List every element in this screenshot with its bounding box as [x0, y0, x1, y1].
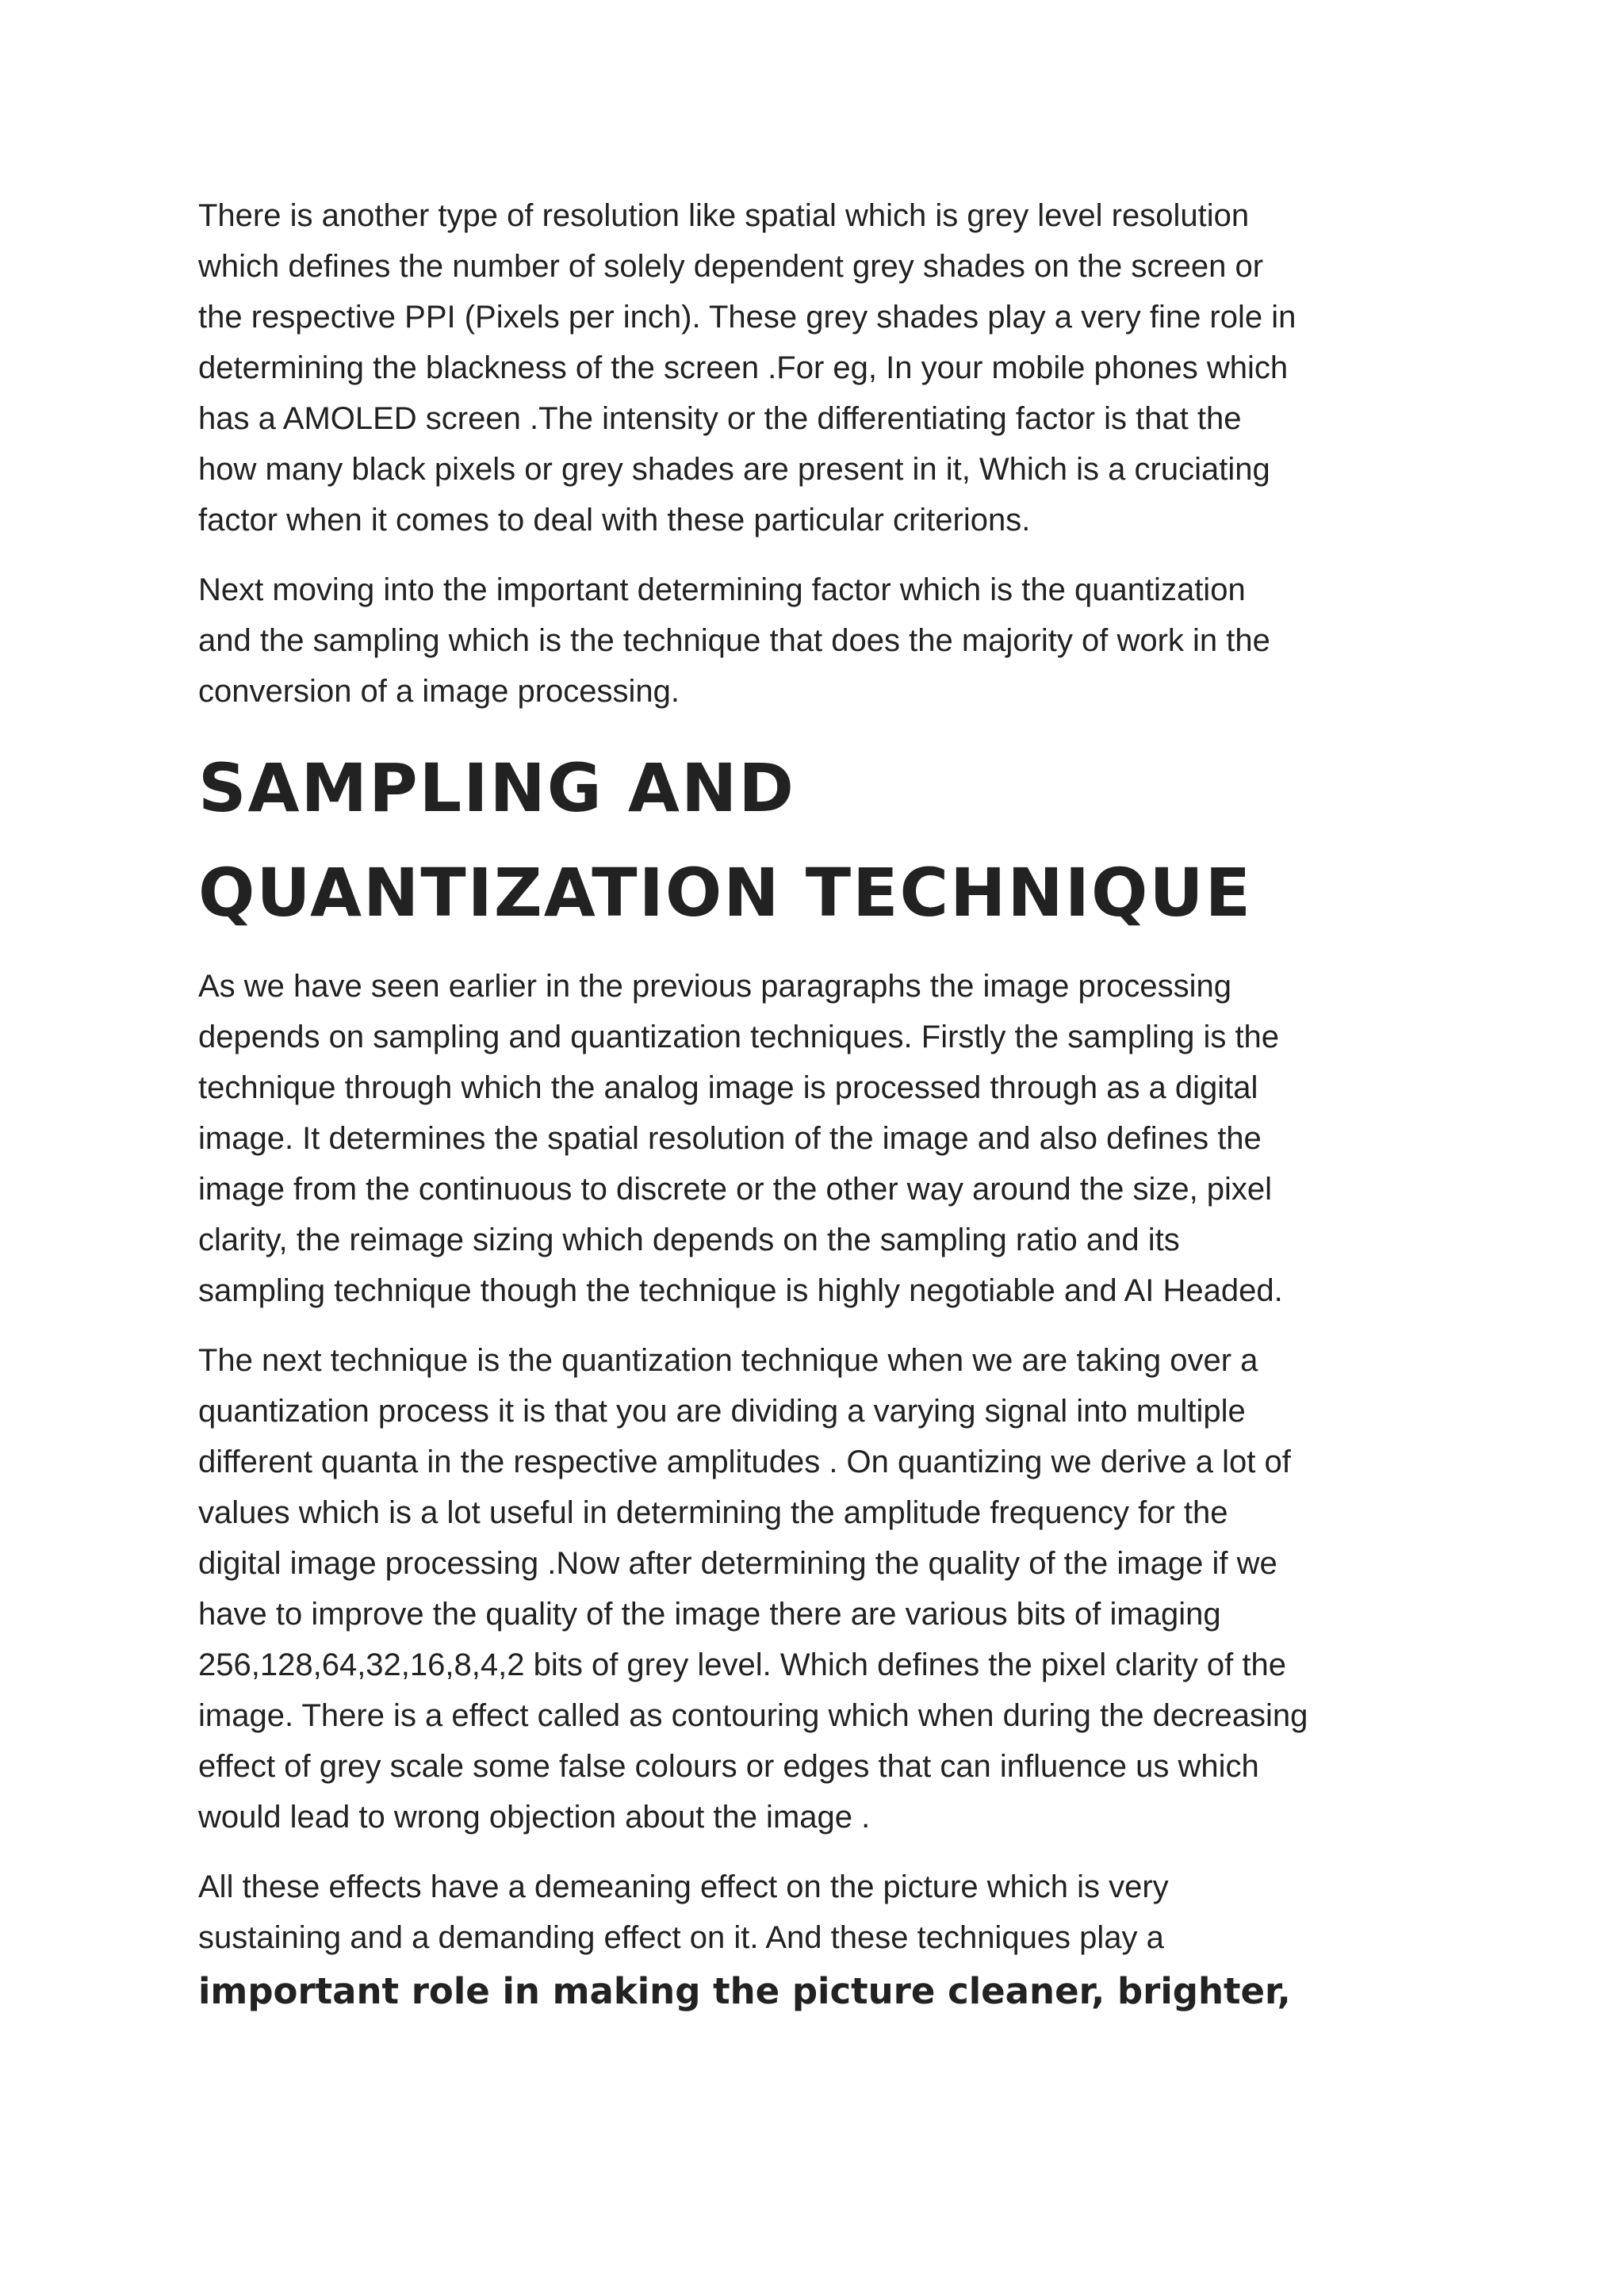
text-line: factor when it comes to deal with these particular criterions.: [198, 503, 1031, 538]
paragraph-grey-level-resolution: [198, 190, 1451, 545]
section-heading: [198, 736, 1451, 945]
heading-line-2: QUANTIZATION TECHNIQUE: [198, 854, 1252, 932]
text-line: values which is a lot useful in determining the amplitude frequency for the: [198, 1495, 1228, 1530]
paragraph-effects: [198, 1862, 1451, 2020]
text-line: image. It determines the spatial resolution of the image and also defines the: [198, 1121, 1262, 1156]
text-line: All these effects have a demeaning effect on the picture which is very: [198, 1869, 1169, 1904]
text-line: how many black pixels or grey shades are present in it, Which is a cruciating: [198, 452, 1270, 487]
text-line: determining the blackness of the screen .For eg, In your mobile phones which: [198, 350, 1289, 385]
text-line: and the sampling which is the technique that does the majority of work in the: [198, 623, 1270, 658]
document-page: [198, 190, 1451, 2039]
text-line: There is another type of resolution like spatial which is grey level resolution: [198, 198, 1250, 233]
text-line: image. There is a effect called as contouring which when during the decreasing: [198, 1698, 1308, 1733]
text-line: depends on sampling and quantization techniques. Firstly the sampling is the: [198, 1020, 1280, 1054]
text-line: would lead to wrong objection about the image .: [198, 1800, 871, 1835]
text-line: the respective PPI (Pixels per inch). These grey shades play a very fine role in: [198, 300, 1297, 335]
paragraph-sampling: [198, 961, 1451, 1316]
text-line: image from the continuous to discrete or the other way around the size, pixel: [198, 1172, 1273, 1207]
text-line: sampling technique though the technique is highly negotiable and AI Headed.: [198, 1273, 1283, 1308]
text-line: conversion of a image processing.: [198, 674, 680, 709]
text-line: which defines the number of solely dependent grey shades on the screen or: [198, 249, 1264, 284]
heading-line-1: SAMPLING AND: [198, 749, 795, 827]
text-line: quantization process it is that you are dividing a varying signal into multiple: [198, 1394, 1246, 1429]
text-line: As we have seen earlier in the previous paragraphs the image processing: [198, 969, 1231, 1004]
text-line: effect of grey scale some false colours or edges that can influence us which: [198, 1749, 1259, 1784]
text-line: different quanta in the respective amplitudes . On quantizing we derive a lot of: [198, 1445, 1291, 1479]
text-line: digital image processing .Now after determining the quality of the image if we: [198, 1546, 1277, 1581]
text-line: sustaining and a demanding effect on it. And these techniques play a: [198, 1920, 1164, 1955]
text-line: have to improve the quality of the image there are various bits of imaging: [198, 1597, 1221, 1632]
text-line: Next moving into the important determining factor which is the quantization: [198, 572, 1246, 607]
text-line: clarity, the reimage sizing which depends on the sampling ratio and its: [198, 1223, 1180, 1257]
paragraph-quantization: [198, 1335, 1451, 1843]
bold-text-line: important role in making the picture cleaner, brighter,: [198, 1970, 1291, 2012]
text-line: The next technique is the quantization technique when we are taking over a: [198, 1343, 1258, 1378]
text-line: technique through which the analog image is processed through as a digital: [198, 1070, 1258, 1105]
text-line: has a AMOLED screen .The intensity or the differentiating factor is that the: [198, 401, 1242, 436]
paragraph-next-moving: [198, 564, 1451, 717]
text-line: 256,128,64,32,16,8,4,2 bits of grey level. Which defines the pixel clarity of the: [198, 1647, 1286, 1682]
